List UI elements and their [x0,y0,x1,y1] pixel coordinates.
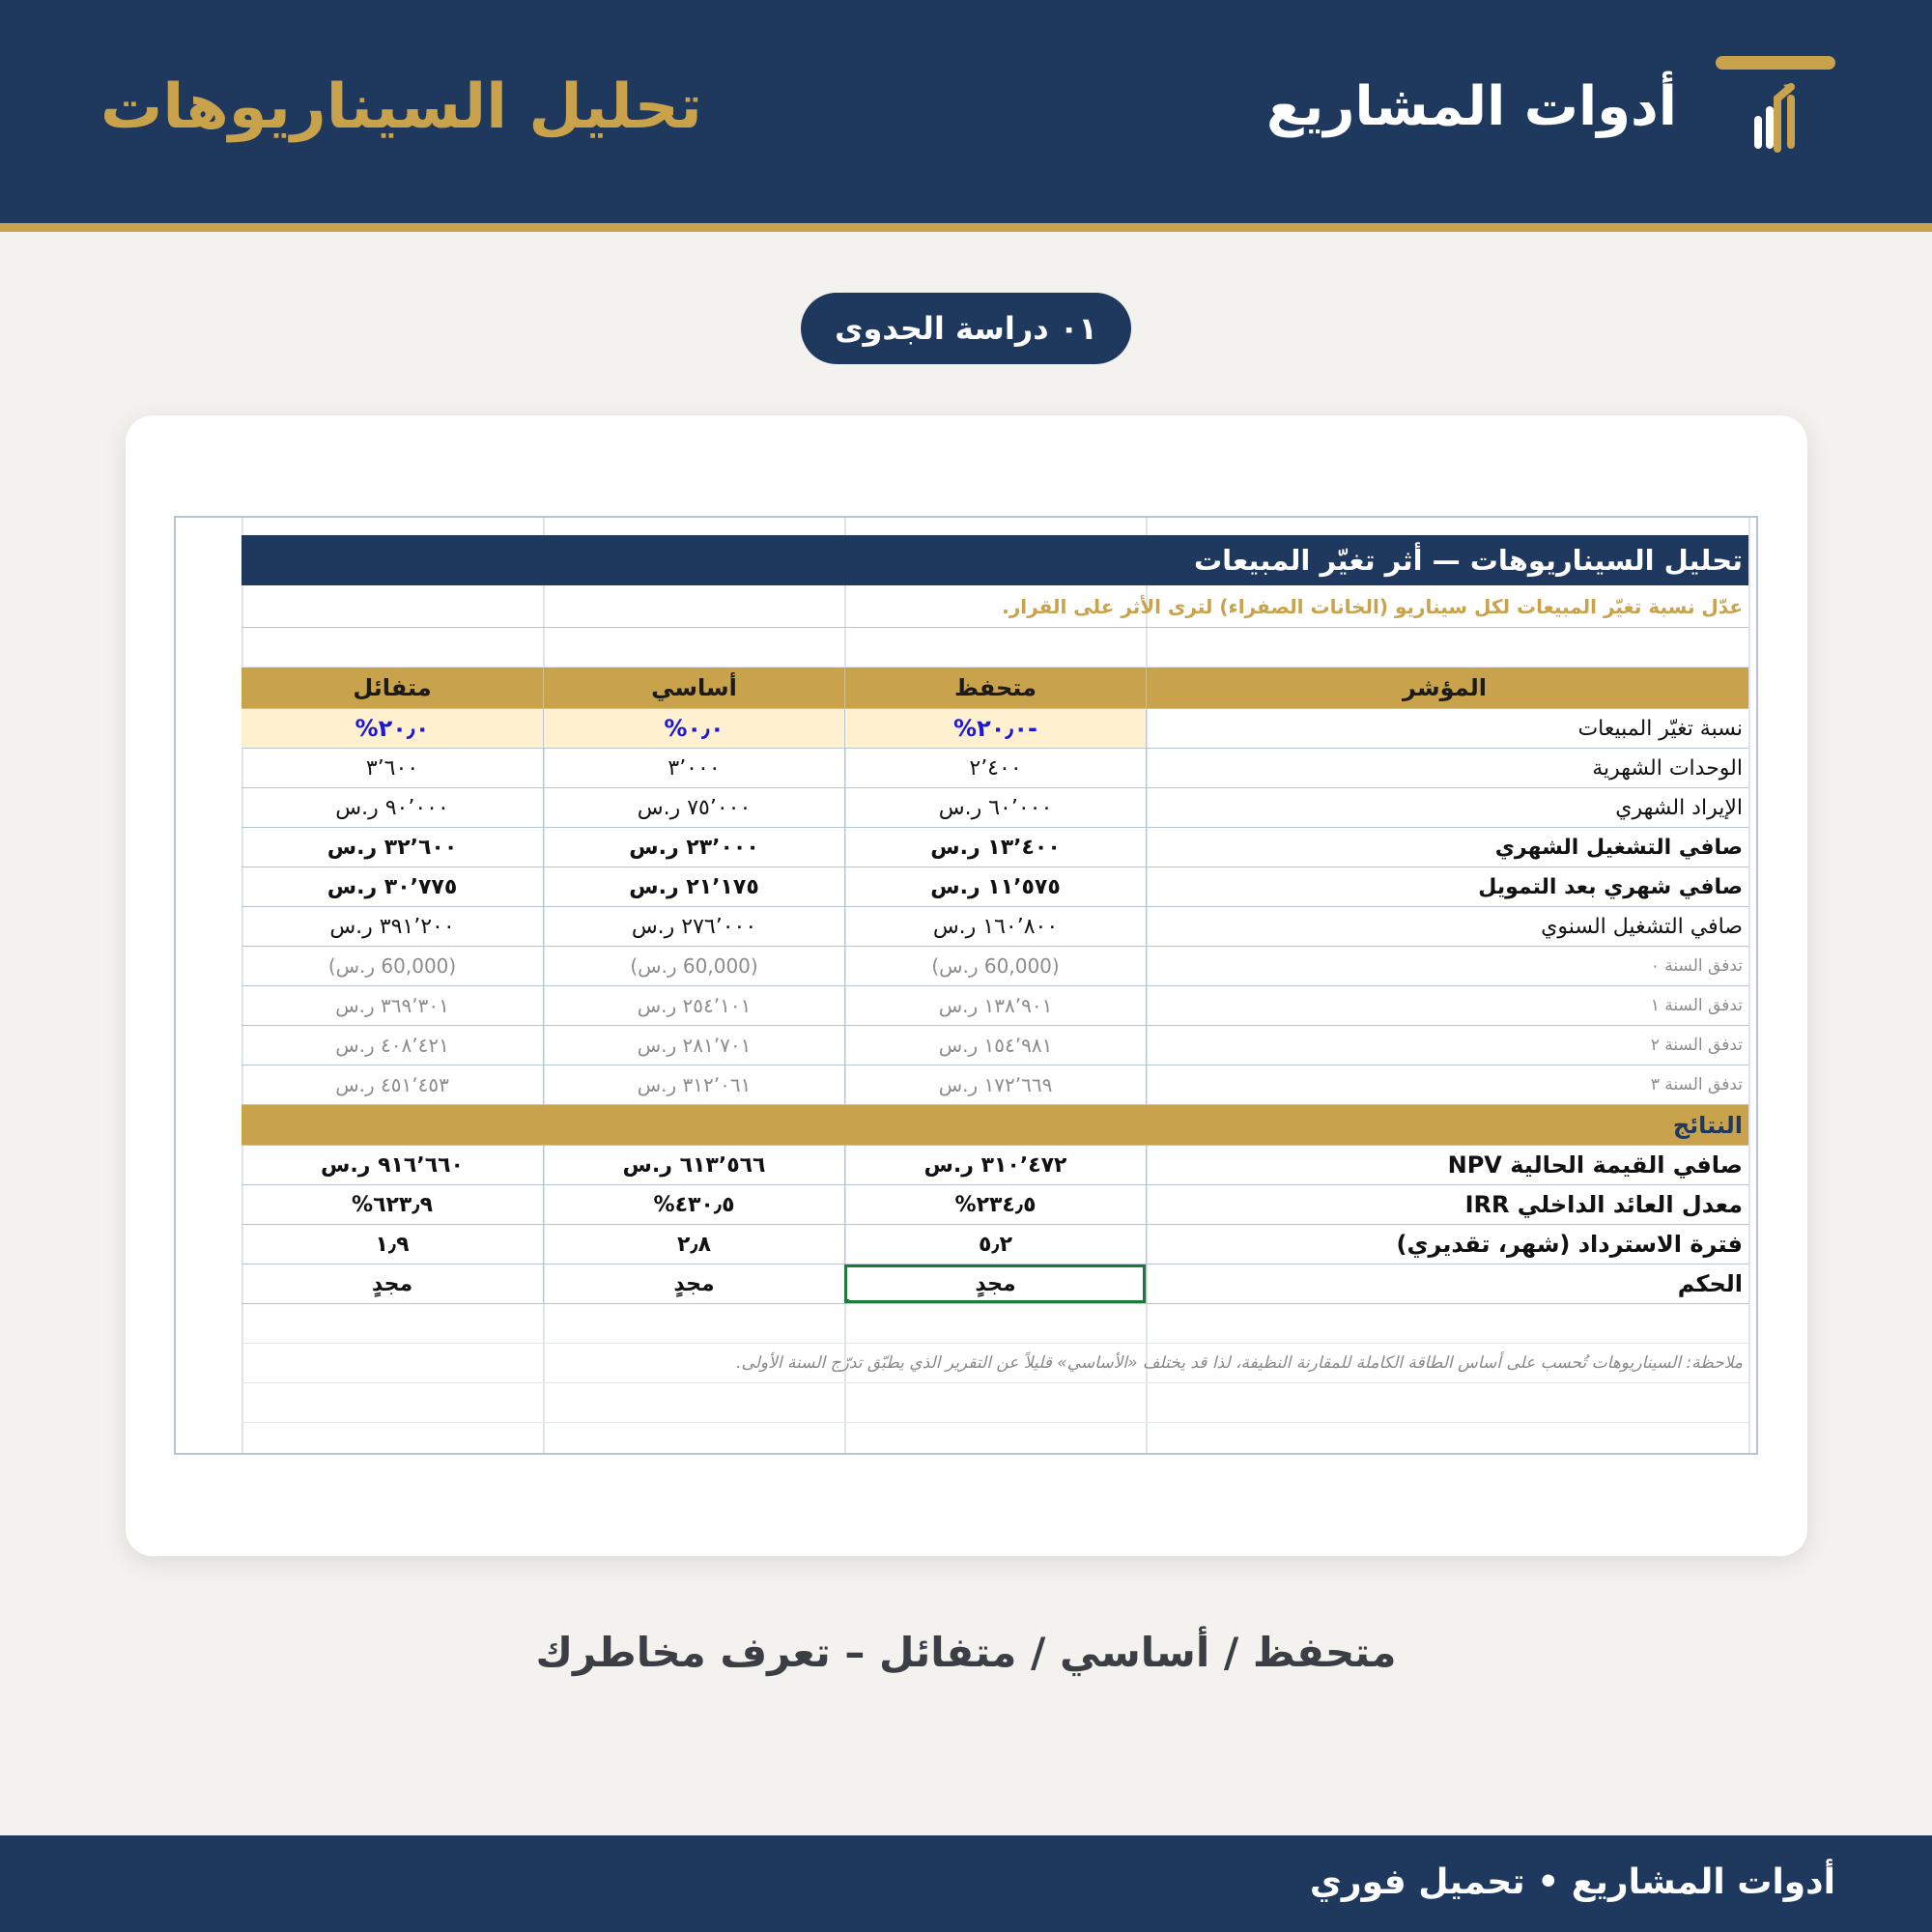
row-label[interactable]: تدفق السنة ١ [1146,986,1748,1025]
table-cell[interactable]: ٣٬٦٠٠ [365,755,419,781]
table-cell[interactable]: ٧٥٬٠٠٠ ر.س [543,788,844,827]
table-cell[interactable]: (60,000 ر.س) [543,947,844,985]
brand-title: أدوات المشاريع [1265,75,1677,138]
table-cell[interactable]: ٢٣٤٫٥% [844,1185,1146,1224]
column-header-conservative[interactable]: متحفظ [844,668,1146,708]
table-cell[interactable]: ٥٫٢ [844,1225,1146,1264]
sheet-note[interactable]: ملاحظة: السيناريوهات تُحسب على أساس الطاقة الكاملة للمقارنة النظيفة، لذا قد يختلف «الأساسي» قليلاً عن التقرير الذي يطبّق تدرّج السنة الأولى. [736,1353,1743,1373]
table-row [242,1065,1748,1105]
table-cell[interactable]: مجدٍ [371,1271,413,1296]
table-row [242,749,1748,788]
table-cell[interactable]: (60,000 ر.س) [327,954,457,978]
table-row [242,867,1748,907]
row-label[interactable]: الوحدات الشهرية [1146,749,1748,787]
bar-chart-logo-icon [1716,56,1835,153]
table-cell[interactable]: (60,000 ر.س) [844,947,1146,985]
table-cell[interactable]: ٦١٣٬٥٦٦ ر.س [543,1146,844,1184]
table-cell[interactable]: ٢٧٦٬٠٠٠ ر.س [543,907,844,946]
row-label[interactable]: صافي القيمة الحالية NPV [1146,1146,1748,1184]
table-cell[interactable]: ٢٫٨ [543,1225,844,1264]
table-cell[interactable]: ٤٣٠٫٥% [543,1185,844,1224]
table-cell[interactable]: ١٣٨٬٩٠١ ر.س [844,986,1146,1025]
table-cell[interactable]: ١٥٤٬٩٨١ ر.س [844,1026,1146,1065]
page-title: تحليل السيناريوهات [100,71,702,143]
row-label[interactable]: الحكم [1146,1264,1748,1303]
table-cell[interactable]: ٩١٦٬٦٦٠ ر.س [321,1152,464,1178]
table-cell[interactable]: ٣٢٬٦٠٠ ر.س [327,835,458,860]
section-pill: ٠١ دراسة الجدوى [801,293,1131,364]
caption: متحفظ / أساسي / متفائل – تعرف مخاطرك [535,1629,1397,1676]
table-cell[interactable]: ١٧٢٬٦٦٩ ر.س [844,1065,1146,1104]
table-row [242,1185,1748,1225]
sheet-subtitle-row [242,585,1748,628]
row-label[interactable]: معدل العائد الداخلي IRR [1146,1185,1748,1224]
table-cell[interactable]: ٣١٢٬٠٦١ ر.س [543,1065,844,1104]
table-cell[interactable]: ٣٦٩٬٣٠١ ر.س [335,994,449,1017]
table-cell[interactable]: ١٦٠٬٨٠٠ ر.س [844,907,1146,946]
table-cell[interactable]: ٦٢٣٫٩% [352,1192,433,1217]
column-header-row [242,668,1748,709]
table-row [242,1146,1748,1185]
note-row [242,1344,1748,1383]
blank-row [242,628,1748,668]
table-cell[interactable]: ٢٣٬٠٠٠ ر.س [543,828,844,867]
row-label[interactable]: فترة الاسترداد (شهر، تقديري) [1146,1225,1748,1264]
table-row [242,828,1748,867]
footer-bar [0,1835,1932,1932]
column-header-optimistic[interactable]: متفائل [353,674,432,701]
spreadsheet-grid [242,535,1748,1423]
blank-row [242,1383,1748,1423]
row-label[interactable]: الإيراد الشهري [1146,788,1748,827]
row-label[interactable]: تدفق السنة ٣ [1146,1065,1748,1104]
row-label[interactable]: صافي التشغيل السنوي [1146,907,1748,946]
input-cell-optimistic[interactable]: ٢٠٫٠% [242,709,543,748]
column-header-indicator[interactable]: المؤشر [1146,668,1748,708]
table-row [242,986,1748,1026]
table-cell[interactable]: ١١٬٥٧٥ ر.س [844,867,1146,906]
table-row [242,788,1748,828]
table-cell[interactable]: ١٫٩ [375,1232,410,1257]
sheet-title: تحليل السيناريوهات — أثر تغيّر المبيعات [1194,544,1743,577]
blank-row [242,1304,1748,1344]
table-cell[interactable]: ٢٨١٬٧٠١ ر.س [543,1026,844,1065]
column-header-base[interactable]: أساسي [543,668,844,708]
table-cell[interactable]: ١٣٬٤٠٠ ر.س [844,828,1146,867]
row-label[interactable]: صافي التشغيل الشهري [1146,828,1748,867]
input-cell-base[interactable]: ٠٫٠% [543,709,844,748]
table-cell[interactable]: ٣١٠٬٤٧٢ ر.س [844,1146,1146,1184]
spreadsheet [174,516,1758,1455]
sheet-subtitle: عدّل نسبة تغيّر المبيعات لكل سيناريو (الخانات الصفراء) لترى الأثر على القرار. [1002,594,1743,618]
table-cell[interactable]: ٢٬٤٠٠ [844,749,1146,787]
row-label[interactable]: صافي شهري بعد التمويل [1146,867,1748,906]
table-cell[interactable]: ٣٩١٬٢٠٠ ر.س [329,914,455,939]
table-row [242,1264,1748,1304]
results-section-title[interactable]: النتائج [1672,1111,1743,1139]
row-label[interactable]: تدفق السنة ٢ [1146,1026,1748,1065]
footer-text: أدوات المشاريع • تحميل فوري [1309,1862,1835,1902]
sheet-title-row [242,535,1748,585]
input-cell-conservative[interactable]: -٢٠٫٠% [844,709,1146,748]
selected-cell[interactable]: مجدٍ [844,1264,1146,1303]
table-row [242,1026,1748,1065]
table-cell[interactable]: ٩٠٬٠٠٠ ر.س [335,795,449,820]
table-cell[interactable]: ٤٠٨٬٤٢١ ر.س [335,1034,449,1057]
table-cell[interactable]: ٣٬٠٠٠ [543,749,844,787]
row-label[interactable]: نسبة تغيّر المبيعات [1146,709,1748,748]
top-banner [0,0,1932,232]
table-row [242,947,1748,986]
table-row [242,1225,1748,1264]
results-section-row [242,1105,1748,1146]
table-cell[interactable]: مجدٍ [543,1264,844,1303]
table-row [242,709,1748,749]
table-cell[interactable]: ٢٥٤٬١٠١ ر.س [543,986,844,1025]
row-label[interactable]: تدفق السنة ٠ [1146,947,1748,985]
table-cell[interactable]: ٦٠٬٠٠٠ ر.س [844,788,1146,827]
table-cell[interactable]: ٢١٬١٧٥ ر.س [543,867,844,906]
table-row [242,907,1748,947]
table-cell[interactable]: ٣٠٬٧٧٥ ر.س [327,874,458,899]
table-cell[interactable]: ٤٥١٬٤٥٣ ر.س [335,1073,449,1096]
